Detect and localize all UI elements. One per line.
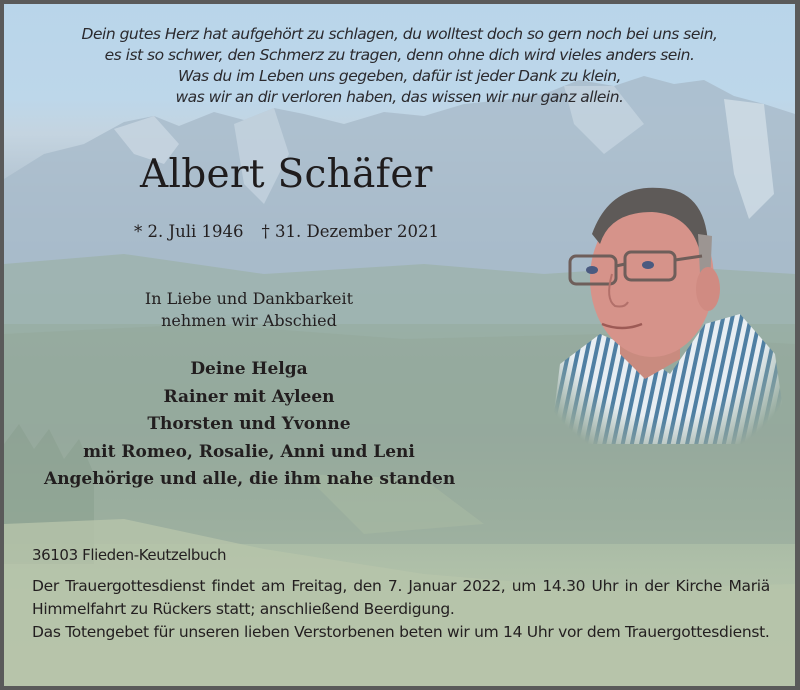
farewell-line: nehmen wir Abschied: [161, 311, 337, 330]
mourner-line: Thorsten und Yvonne: [147, 414, 351, 434]
farewell-line: In Liebe und Dankbarkeit: [144, 289, 354, 308]
life-dates: [134, 222, 439, 241]
mourners-list: [44, 356, 454, 494]
mourner-line: Deine Helga: [190, 359, 308, 379]
poem: [4, 24, 795, 108]
obituary-card: [4, 4, 795, 686]
poem-line: es ist so schwer, den Schmerz zu tragen, denn ohne dich wird vieles anders sein.: [104, 46, 695, 64]
residence-address: 36103 Flieden-Keutzelbuch: [32, 546, 227, 564]
mourner-line: Rainer mit Ayleen: [163, 386, 335, 407]
poem-line: Was du im Leben uns gegeben, dafür ist jeder Dank zu klein,: [178, 67, 621, 85]
service-details: [32, 575, 770, 644]
prayer-paragraph: Das Totengebet für unseren lieben Verstorbenen beten wir um 14 Uhr vor dem Trauergottesdienst.: [32, 623, 770, 641]
deceased-name: Albert Schäfer: [140, 152, 433, 197]
farewell-text: [54, 288, 444, 332]
portrait-photo: [540, 174, 790, 454]
service-paragraph: Der Trauergottesdienst findet am Freitag, den 7. Januar 2022, um 14.30 Uhr in der Kirche Mariä Himmelfahrt zu Rückers statt; anschließend Beerdigung.: [32, 577, 770, 618]
birth-date: * 2. Juli 1946: [134, 222, 244, 241]
poem-line: Dein gutes Herz hat aufgehört zu schlagen, du wolltest doch so gern noch bei uns sein,: [81, 25, 718, 43]
death-date: † 31. Dezember 2021: [261, 222, 440, 241]
poem-line: was wir an dir verloren haben, das wissen wir nur ganz allein.: [175, 88, 624, 106]
mourner-line: Angehörige und alle, die ihm nahe standen: [44, 469, 456, 489]
mourner-line: mit Romeo, Rosalie, Anni und Leni: [83, 441, 415, 462]
